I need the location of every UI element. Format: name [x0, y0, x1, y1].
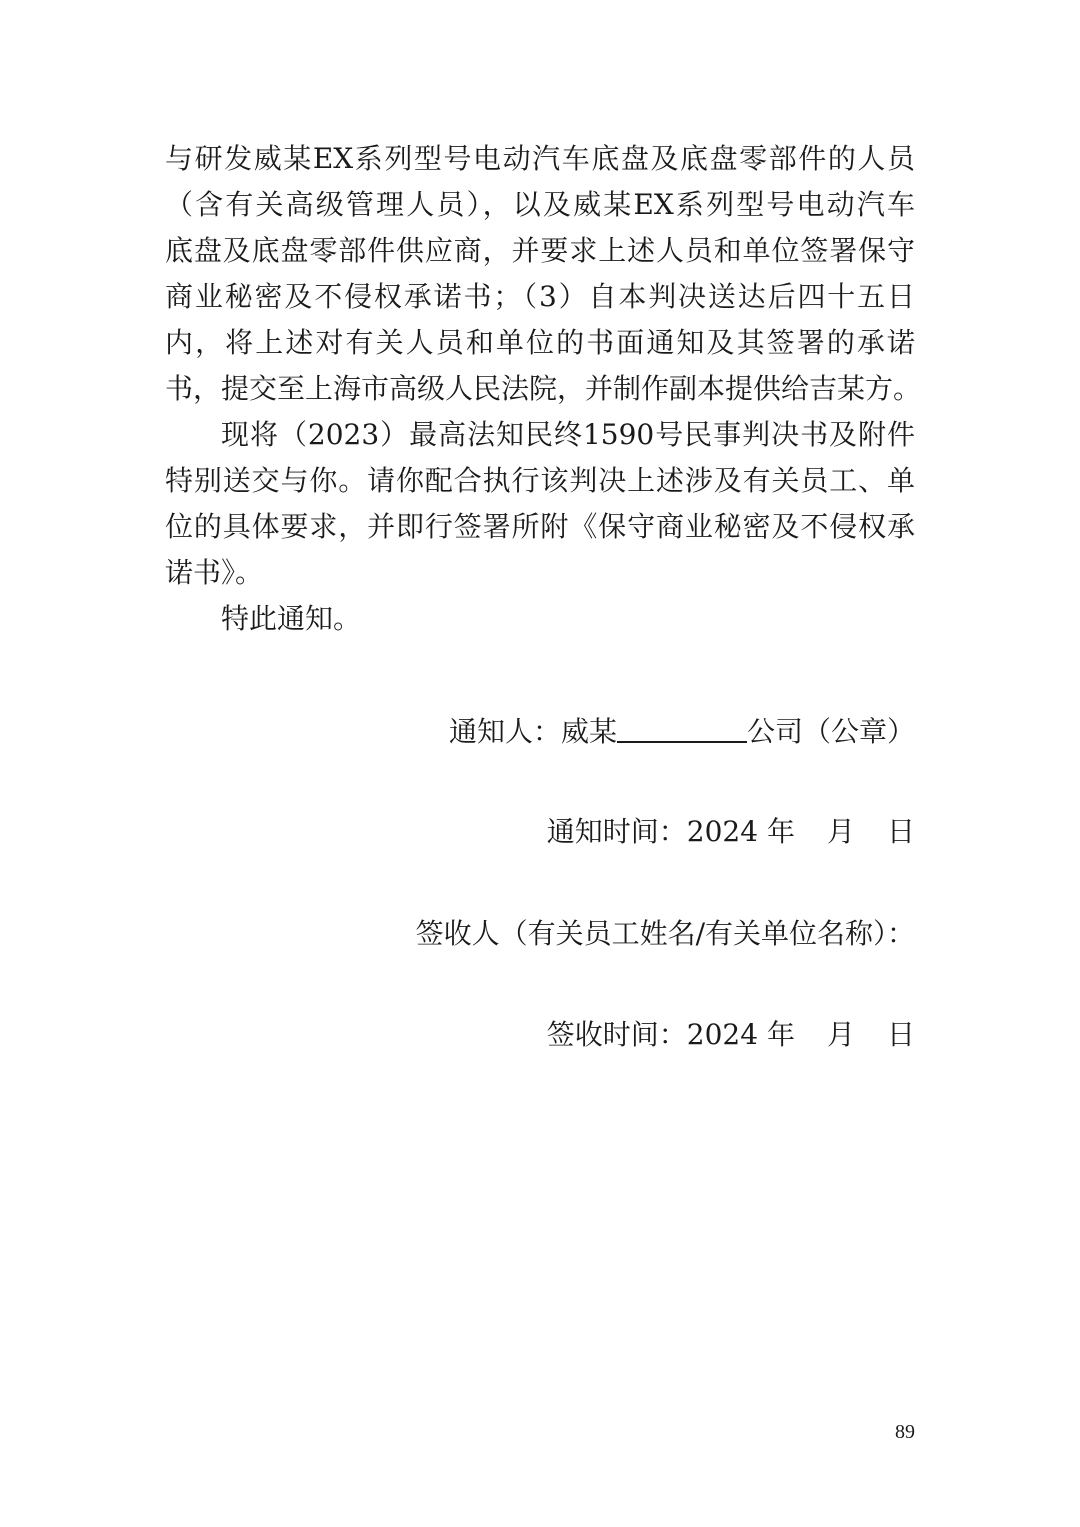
notice-body: [165, 136, 922, 642]
notifier-line: [449, 709, 915, 755]
signer-label: 签收人（有关员工姓名/有关单位名称）：: [415, 917, 915, 950]
body-line: 商业秘密及不侵权承诺书；（3）自本判决送达后四十五日: [165, 280, 915, 313]
notify-day-label: 日: [886, 815, 915, 848]
closing-line: 特此通知。: [221, 602, 362, 635]
body-line: 特别送交与你。请你配合执行该判决上述涉及有关员工、单: [165, 464, 915, 497]
body-line: 现将（2023）最高法知民终1590号民事判决书及附件: [221, 418, 915, 451]
sign-time-line: [547, 1012, 915, 1058]
sign-day-label: 日: [886, 1018, 915, 1051]
sign-month-label: 月: [826, 1018, 855, 1051]
sign-time-label: 签收时间：2024 年: [546, 1018, 795, 1051]
signer-line: [416, 911, 915, 957]
body-line: 底盘及底盘零部件供应商，并要求上述人员和单位签署保守: [165, 234, 915, 267]
body-line: （含有关高级管理人员），以及威某EX系列型号电动汽车: [165, 188, 915, 221]
company-name-blank[interactable]: [617, 711, 747, 743]
page-number: 89: [895, 1421, 915, 1443]
body-line: 诺书》。: [165, 556, 264, 589]
body-line: 内，将上述对有关人员和单位的书面通知及其签署的承诺: [165, 326, 915, 359]
body-line: 与研发威某EX系列型号电动汽车底盘及底盘零部件的人员: [165, 142, 915, 175]
body-line: 书，提交至上海市高级人民法院，并制作副本提供给吉某方。: [165, 372, 922, 405]
notify-time-line: [547, 809, 915, 855]
notify-time-label: 通知时间：2024 年: [546, 815, 795, 848]
notifier-suffix: 公司（公章）: [746, 715, 915, 748]
notifier-prefix: 通知人：威某: [448, 715, 617, 748]
body-line: 位的具体要求，并即行签署所附《保守商业秘密及不侵权承: [165, 510, 915, 543]
notify-month-label: 月: [826, 815, 855, 848]
